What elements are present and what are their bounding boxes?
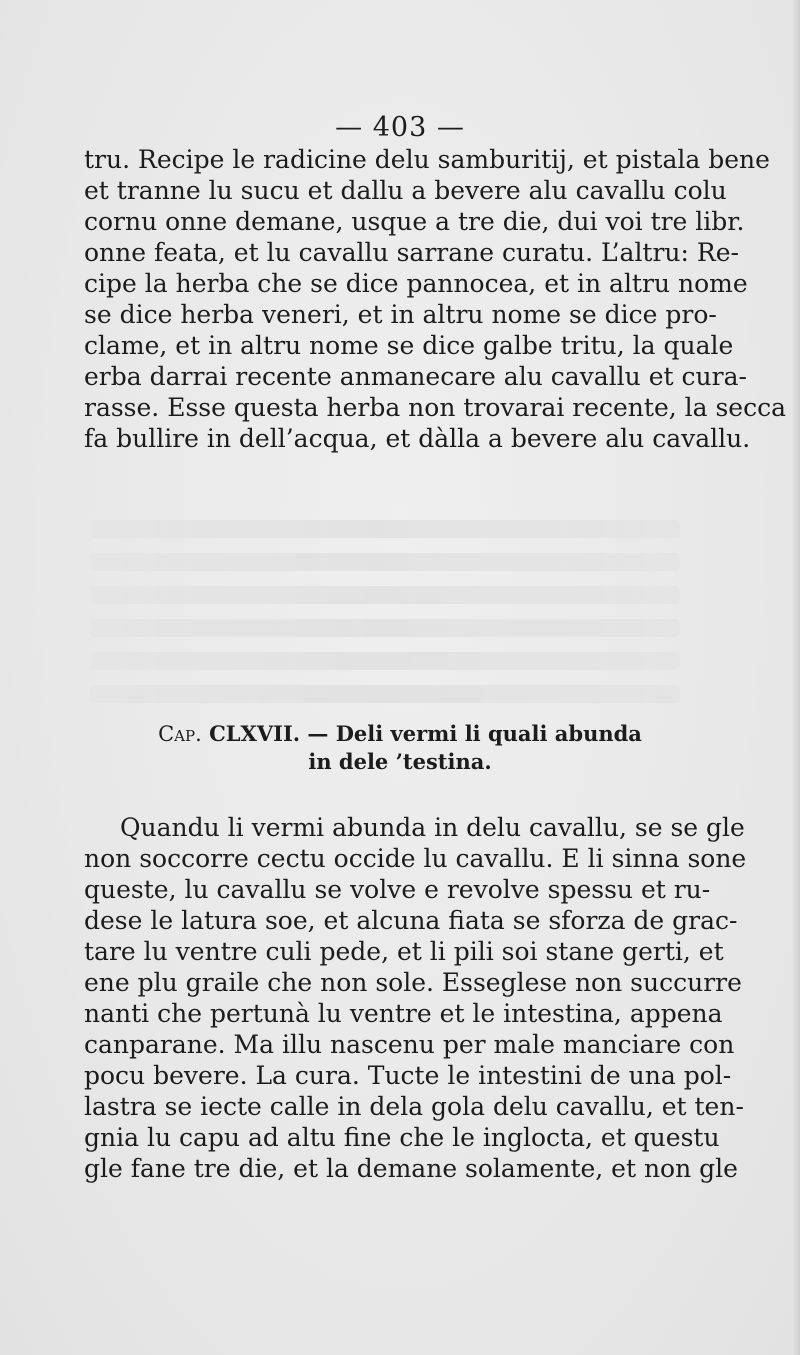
text-line: et tranne lu sucu et dallu a bevere alu cavallu colu [84, 176, 727, 205]
text-line: cornu onne demane, usque a tre die, dui voi tre libr. [84, 207, 745, 236]
text-line: non soccorre cectu occide lu cavallu. E li sinna sone [84, 844, 747, 873]
show-through-text [90, 652, 680, 670]
show-through-text [90, 619, 680, 637]
chapter-title-line-1: — Deli vermi li quali abunda [307, 721, 642, 746]
text-line: ene plu graile che non sole. Esseglese non succurre [84, 968, 742, 997]
chapter-title-line-2: in dele ’testina. [308, 749, 492, 774]
text-line: gnia lu capu ad altu fine che le inglocta, et questu [84, 1123, 720, 1152]
text-line: clame, et in altru nome se dice galbe tritu, la quale [84, 331, 734, 360]
text-line: erba darrai recente anmanecare alu cavallu et cura- [84, 362, 747, 391]
page-edge-shadow [792, 0, 800, 1355]
text-line: tare lu ventre culi pede, et li pili soi stane gerti, et [84, 937, 724, 966]
text-line: onne feata, et lu cavallu sarrane curatu. L’altru: Re- [84, 238, 739, 267]
text-line: dese le latura soe, et alcuna fiata se sforza de grac- [84, 906, 738, 935]
text-line: tru. Recipe le radicine delu samburitij, et pistala bene [84, 145, 770, 174]
text-line: fa bullire in dell’acqua, et dàlla a bevere alu cavallu. [84, 424, 751, 453]
text-line: lastra se iecte calle in dela gola delu cavallu, et ten- [84, 1092, 744, 1121]
page-number: — 403 — [335, 112, 465, 143]
text-line: nanti che pertunà lu ventre et le intestina, appena [84, 999, 723, 1028]
text-line: canparane. Ma illu nascenu per male manciare con [84, 1030, 735, 1059]
show-through-text [90, 520, 680, 538]
text-line: pocu bevere. La cura. Tucte le intestini de una pol- [84, 1061, 732, 1090]
chapter-heading-line-1 [0, 720, 800, 748]
text-line: cipe la herba che se dice pannocea, et in altru nome [84, 269, 748, 298]
chapter-cap-label: Cap. [158, 722, 202, 746]
text-line: gle fane tre die, et la demane solamente, et non gle [84, 1154, 738, 1183]
show-through-text [90, 553, 680, 571]
text-line: se dice herba veneri, et in altru nome se dice pro- [84, 300, 717, 329]
show-through-text [90, 685, 680, 703]
show-through-text [90, 586, 680, 604]
text-line: rasse. Esse questa herba non trovarai recente, la secca [84, 393, 787, 422]
chapter-number: CLXVII. [209, 721, 301, 746]
text-line: Quandu li vermi abunda in delu cavallu, se se gle [120, 813, 745, 842]
text-line: queste, lu cavallu se volve e revolve spessu et ru- [84, 875, 711, 904]
